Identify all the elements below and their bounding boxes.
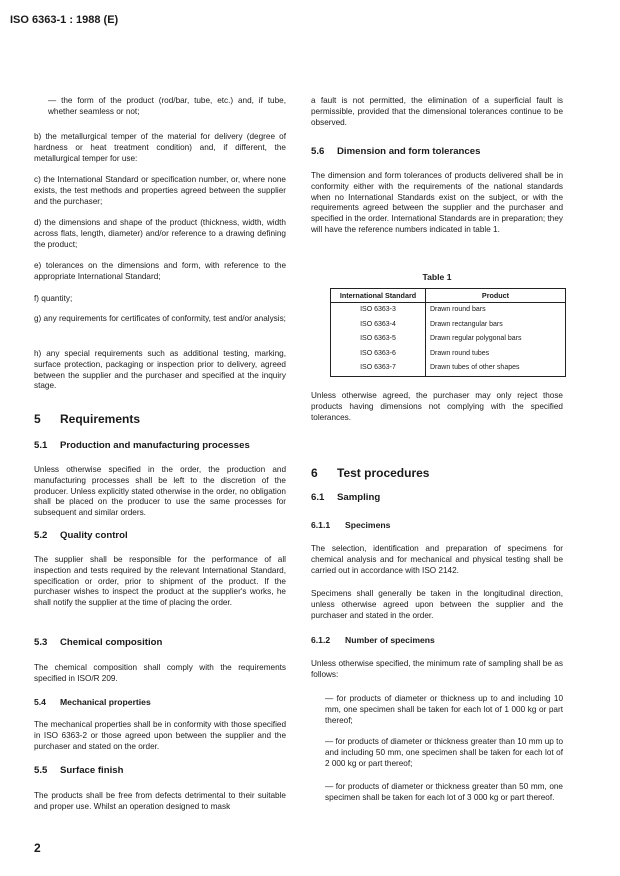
- list-item-b: b) the metallurgical temper of the material for delivery (degree of hardness or heat treatment condition) and, if different, the metallurgical temper for use:: [34, 132, 286, 163]
- list-item-c: c) the International Standard or specification number, or, where none exists, the test methods and properties agreed between the supplier and the purchaser;: [34, 175, 286, 206]
- section-5-6-heading: 5.6 Dimension and form tolerances: [311, 146, 481, 157]
- section-6-1-2-body: Unless otherwise specified, the minimum rate of sampling shall be as follows:: [311, 659, 563, 679]
- table-cell: Drawn round tubes: [430, 349, 490, 357]
- section-5-4-heading: 5.4 Mechanical properties: [34, 697, 151, 707]
- section-5-1-body: Unless otherwise specified in the order, the production and manufacturing processes shall be left to the discretion of the producer. Unless explicitly stated otherwise in the order, no obligation shall be placed on the producer to use the same processes for subsequent and similar orders.: [34, 465, 286, 518]
- table-row: [331, 332, 566, 347]
- section-6-1-1-body: The selection, identification and preparation of specimens for chemical analysis and for mechanical and physical testing shall be carried out in accordance with ISO 2142.: [311, 544, 563, 575]
- table-row: [331, 347, 566, 362]
- continued-paragraph: a fault is not permitted, the elimination of a superficial fault is permissible, provided that the dimensional tolerances continue to be observed.: [311, 96, 563, 127]
- list-item: — for products of diameter or thickness greater than 50 mm, one specimen shall be taken for each lot of 3 000 kg or part thereof.: [325, 782, 563, 802]
- standards-table: [330, 288, 566, 377]
- table-header-row: [331, 289, 566, 303]
- after-table-paragraph: Unless otherwise agreed, the purchaser may only reject those products having dimensions not complying with the specified tolerances.: [311, 391, 563, 422]
- section-6-1-1-body-2: Specimens shall generally be taken in the longitudinal direction, unless otherwise agreed upon between the supplier and the purchaser and stated in the order.: [311, 589, 563, 620]
- list-item-form: — the form of the product (rod/bar, tube, etc.) and, if tube, whether seamless or not;: [48, 96, 286, 116]
- list-item-g: g) any requirements for certificates of conformity, test and/or analysis;: [34, 314, 286, 323]
- table-cell: ISO 6363-7: [331, 361, 426, 376]
- section-6-1-1-heading: 6.1.1 Specimens: [311, 520, 391, 530]
- section-5-5-body: The products shall be free from defects detrimental to their suitable and proper use. Whilst an operation designed to mask: [34, 791, 286, 811]
- section-5-heading: 5 Requirements: [34, 412, 141, 426]
- table-row: [331, 303, 566, 318]
- list-item: — for products of diameter or thickness up to and including 10 mm, one specimen shall be taken for each lot of 1 000 kg or part thereof;: [325, 694, 563, 725]
- table-cell: Drawn round bars: [430, 306, 486, 313]
- section-5-3-body: The chemical composition shall comply with the requirements specified in ISO/R 209.: [34, 663, 286, 683]
- section-5-3-heading: 5.3 Chemical composition: [34, 637, 163, 648]
- section-5-6-body: The dimension and form tolerances of products delivered shall be in conformity either with the requirements of the national standards when no International Standards exist on the subject, or with the requirements agreed between the supplier and the purchaser and specified in the order. International Standards are in preparation; they will have the reference numbers indicated in table 1.: [311, 171, 563, 234]
- section-5-2-heading: 5.2 Quality control: [34, 530, 128, 541]
- column-header: International Standard: [331, 289, 426, 303]
- list-item-e: e) tolerances on the dimensions and form, with reference to the appropriate International Standard;: [34, 261, 286, 281]
- document-header: ISO 6363-1 : 1988 (E): [10, 14, 119, 26]
- table-cell: ISO 6363-5: [331, 332, 426, 347]
- list-item: — for products of diameter or thickness greater than 10 mm up to and including 50 mm, one specimen shall be taken for each lot of 2 000 kg or part thereof;: [325, 737, 563, 768]
- table-row: [331, 361, 566, 376]
- list-item-f: f) quantity;: [34, 294, 73, 303]
- column-header: Product: [426, 289, 566, 303]
- section-5-1-heading: 5.1 Production and manufacturing processes: [34, 440, 250, 451]
- table-cell: ISO 6363-3: [331, 303, 426, 318]
- table-cell: Drawn tubes of other shapes: [430, 364, 520, 371]
- table-cell: Drawn regular polygonal bars: [430, 335, 522, 342]
- table-row: [331, 318, 566, 333]
- list-item-d: d) the dimensions and shape of the product (thickness, width, width across flats, length, diameter) and/or reference to a drawing defining the product;: [34, 218, 286, 249]
- section-5-2-body: The supplier shall be responsible for the performance of all inspection and tests required by the relevant International Standard, specification or order, prior to shipment of the product. If the purchaser wishes to inspect the product at the supplier's works, he shall notify the supplier at the time of placing the order.: [34, 555, 286, 608]
- list-item-h: h) any special requirements such as additional testing, marking, surface protection, packaging or inspection prior to delivery, agreed between the supplier and the purchaser and specified at the inquiry stage.: [34, 349, 286, 391]
- section-5-4-body: The mechanical properties shall be in conformity with those specified in ISO 6363-2 or those agreed upon between the supplier and the purchaser and stated on the order.: [34, 720, 286, 751]
- page-number: 2: [34, 841, 41, 855]
- section-6-heading: 6 Test procedures: [311, 466, 430, 480]
- section-6-1-2-heading: 6.1.2 Number of specimens: [311, 635, 435, 645]
- section-5-5-heading: 5.5 Surface finish: [34, 765, 124, 776]
- table-cell: ISO 6363-6: [331, 347, 426, 362]
- table-cell: ISO 6363-4: [331, 318, 426, 333]
- table-cell: Drawn rectangular bars: [430, 320, 503, 328]
- section-6-1-heading: 6.1 Sampling: [311, 492, 381, 503]
- table-caption: Table 1: [422, 272, 452, 282]
